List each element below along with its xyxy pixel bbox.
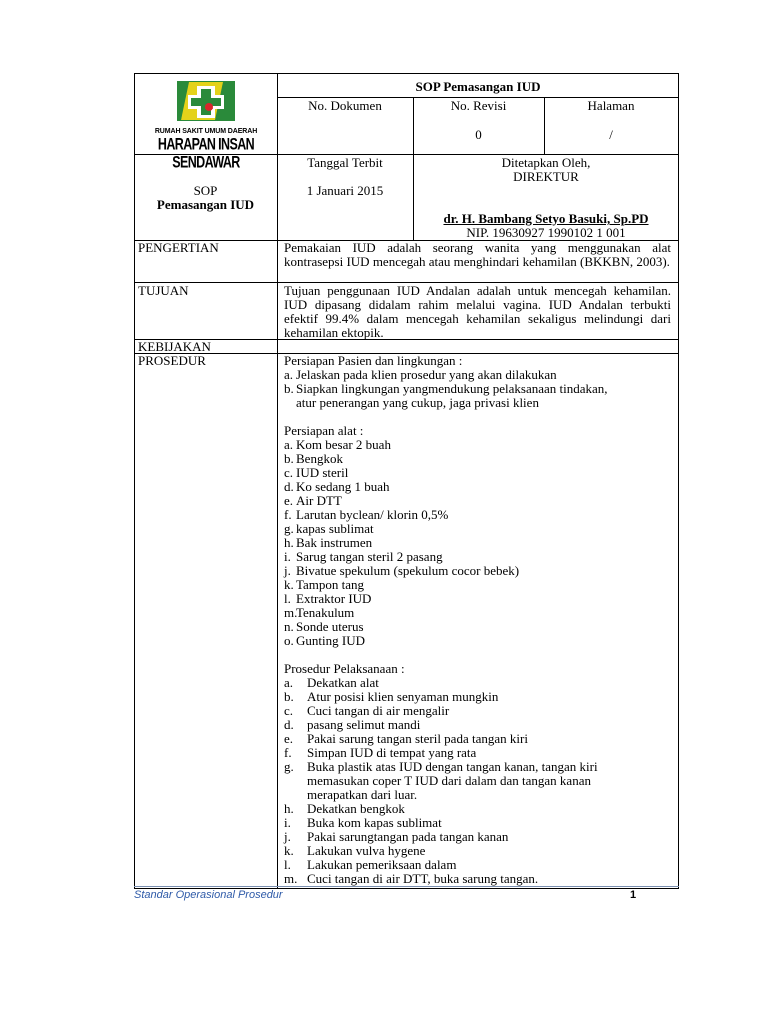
list-item-text: Simpan IUD di tempat yang rata — [307, 745, 477, 760]
tujuan-text: Tujuan penggunaan IUD Andalan adalah untuk mencegah kehamilan. IUD dipasang didalam rahim melalui vagina. IUD Andalan terbukti efektif 99.4% dalam mencegah kehamilan sekaligus melindungi dari kehamilan ektopik. — [284, 283, 671, 340]
pelaksanaan-list — [284, 676, 671, 886]
list-item-label: d. — [284, 479, 294, 494]
director-name: dr. H. Bambang Setyo Basuki, Sp.PD — [443, 211, 649, 226]
persiapan-alat-item — [284, 592, 671, 606]
persiapan-pasien-item — [284, 396, 671, 410]
list-item-label: f. — [284, 745, 292, 760]
list-item-text: Ko sedang 1 buah — [296, 479, 390, 494]
list-item-label: j. — [284, 829, 291, 844]
list-item-label: m. — [284, 871, 298, 886]
persiapan-alat-item — [284, 466, 671, 480]
direktur-title: DIREKTUR — [513, 169, 579, 184]
persiapan-alat-item — [284, 452, 671, 466]
list-item-text: IUD steril — [296, 465, 349, 480]
pelaksanaan-item — [284, 676, 671, 690]
no-revisi-label: No. Revisi — [450, 98, 507, 113]
list-item-text: Dekatkan alat — [307, 675, 379, 690]
persiapan-alat-item — [284, 564, 671, 578]
prosedur-content — [284, 354, 671, 886]
no-revisi-value: 0 — [475, 127, 482, 142]
list-item-label: a. — [284, 437, 294, 452]
pelaksanaan-item — [284, 718, 671, 732]
tanggal-terbit-value: 1 Januari 2015 — [306, 183, 384, 198]
list-item-text: Buka kom kapas sublimat — [307, 815, 442, 830]
list-item-text: Siapkan lingkungan yangmendukung pelaksanaan tindakan, — [296, 381, 608, 396]
list-item-text: Larutan byclean/ klorin 0,5% — [296, 507, 449, 522]
list-item-text: Buka plastik atas IUD dengan tangan kanan, tangan kiri — [307, 759, 598, 774]
pelaksanaan-item — [284, 816, 671, 830]
persiapan-alat-item — [284, 550, 671, 564]
sop-name: Pemasangan IUD — [156, 197, 255, 212]
tujuan-label: TUJUAN — [138, 283, 189, 298]
ditetapkan-oleh: Ditetapkan Oleh, — [501, 155, 591, 170]
spacer — [284, 648, 671, 662]
page-number: 1 — [630, 889, 637, 901]
pelaksanaan-item — [284, 858, 671, 872]
list-item-label: k. — [284, 843, 294, 858]
list-item-label: g. — [284, 521, 294, 536]
no-dokumen-label: No. Dokumen — [308, 98, 382, 113]
persiapan-pasien-title: Persiapan Pasien dan lingkungan : — [284, 353, 463, 368]
list-item-label: g. — [284, 759, 294, 774]
halaman-value: / — [609, 127, 613, 142]
list-item-label: h. — [284, 801, 294, 816]
list-item-text: Bengkok — [296, 451, 343, 466]
pelaksanaan-item — [284, 704, 671, 718]
list-item-text: Cuci tangan di air mengalir — [307, 703, 450, 718]
list-item-text: memasukan coper T IUD dari dalam dan tangan kanan — [307, 773, 591, 788]
list-item-text: Cuci tangan di air DTT, buka sarung tangan. — [307, 871, 539, 886]
list-item-label: b. — [284, 689, 294, 704]
list-item-text: merapatkan dari luar. — [307, 787, 418, 802]
hospital-emblem-icon — [137, 76, 275, 126]
pengertian-label: PENGERTIAN — [138, 240, 219, 255]
list-item-label: k. — [284, 577, 294, 592]
list-item-text: Lakukan vulva hygene — [307, 843, 426, 858]
persiapan-alat-item — [284, 522, 671, 536]
director-nip: NIP. 19630927 1990102 1 001 — [466, 225, 626, 240]
list-item-label: j. — [284, 563, 291, 578]
pelaksanaan-item — [284, 830, 671, 844]
list-item-text: Atur posisi klien senyaman mungkin — [307, 689, 499, 704]
persiapan-alat-list — [284, 438, 671, 648]
list-item-text: Air DTT — [296, 493, 342, 508]
list-item-label: i. — [284, 549, 291, 564]
pelaksanaan-item — [284, 788, 671, 802]
persiapan-pasien-item — [284, 368, 671, 382]
hospital-name-big: HARAPAN INSAN SENDAWAR — [157, 135, 255, 172]
list-item-label: e. — [284, 493, 294, 508]
list-item-text: Kom besar 2 buah — [296, 437, 391, 452]
list-item-text: Tampon tang — [296, 577, 365, 592]
list-item-label: d. — [284, 717, 294, 732]
list-item-text: Lakukan pemeriksaan dalam — [307, 857, 457, 872]
pelaksanaan-item — [284, 732, 671, 746]
hospital-logo — [137, 76, 275, 172]
list-item-text: Pakai sarungtangan pada tangan kanan — [307, 829, 509, 844]
persiapan-alat-item — [284, 620, 671, 634]
prosedur-label: PROSEDUR — [138, 353, 206, 368]
persiapan-alat-item — [284, 536, 671, 550]
persiapan-alat-item — [284, 508, 671, 522]
hospital-name-small: RUMAH SAKIT UMUM DAERAH — [154, 128, 258, 135]
pelaksanaan-item — [284, 774, 671, 788]
pengertian-text: Pemakaian IUD adalah seorang wanita yang menggunakan alat kontrasepsi IUD mencegah atau menghindari kehamilan (BKKBN, 2003). — [284, 240, 671, 269]
list-item-label: n. — [284, 619, 294, 634]
persiapan-alat-title: Persiapan alat : — [284, 423, 364, 438]
pelaksanaan-item — [284, 802, 671, 816]
list-item-label: c. — [284, 703, 294, 718]
list-item-label: b. — [284, 451, 294, 466]
pelaksanaan-item — [284, 760, 671, 774]
list-item-text: pasang selimut mandi — [307, 717, 421, 732]
persiapan-alat-item — [284, 480, 671, 494]
list-item-label: b. — [284, 381, 294, 396]
persiapan-alat-item — [284, 634, 671, 648]
list-item-text: kapas sublimat — [296, 521, 374, 536]
persiapan-alat-item — [284, 606, 671, 620]
persiapan-pasien-item — [284, 382, 671, 396]
list-item-text: Extraktor IUD — [296, 591, 372, 606]
list-item-label: a. — [284, 675, 294, 690]
list-item-text: atur penerangan yang cukup, jaga privasi klien — [296, 395, 539, 410]
pelaksanaan-item — [284, 746, 671, 760]
list-item-text: Dekatkan bengkok — [307, 801, 405, 816]
pelaksanaan-item — [284, 872, 671, 886]
spacer — [284, 410, 671, 424]
persiapan-alat-item — [284, 494, 671, 508]
list-item-label: o. — [284, 633, 294, 648]
table-border-right — [678, 73, 679, 888]
list-item-text: Bak instrumen — [296, 535, 373, 550]
list-item-text: Tenakulum — [296, 605, 355, 620]
document-title: SOP Pemasangan IUD — [415, 79, 541, 94]
list-item-text: Sarug tangan steril 2 pasang — [296, 549, 443, 564]
pelaksanaan-title: Prosedur Pelaksanaan : — [284, 661, 405, 676]
persiapan-pasien-list — [284, 368, 671, 410]
list-item-label: f. — [284, 507, 292, 522]
list-item-text: Sonde uterus — [296, 619, 364, 634]
list-item-label: l. — [284, 857, 291, 872]
sop-label: SOP — [193, 183, 218, 198]
list-item-label: i. — [284, 815, 291, 830]
list-item-text: Jelaskan pada klien prosedur yang akan dilakukan — [296, 367, 557, 382]
pelaksanaan-item — [284, 690, 671, 704]
list-item-label: c. — [284, 465, 294, 480]
footer-text: Standar Operasional Prosedur — [134, 889, 283, 901]
tanggal-terbit-label: Tanggal Terbit — [307, 155, 383, 170]
list-item-label: e. — [284, 731, 294, 746]
pelaksanaan-item — [284, 844, 671, 858]
persiapan-alat-item — [284, 578, 671, 592]
kebijakan-label: KEBIJAKAN — [138, 339, 211, 354]
list-item-label: m. — [284, 605, 298, 620]
footer-divider — [134, 886, 679, 887]
list-item-text: Gunting IUD — [296, 633, 365, 648]
table-border-top — [134, 73, 679, 74]
list-item-text: Pakai sarung tangan steril pada tangan kiri — [307, 731, 528, 746]
persiapan-alat-item — [284, 438, 671, 452]
halaman-label: Halaman — [587, 98, 635, 113]
list-item-label: l. — [284, 591, 291, 606]
list-item-label: a. — [284, 367, 294, 382]
list-item-text: Bivatue spekulum (spekulum cocor bebek) — [296, 563, 520, 578]
list-item-label: h. — [284, 535, 294, 550]
